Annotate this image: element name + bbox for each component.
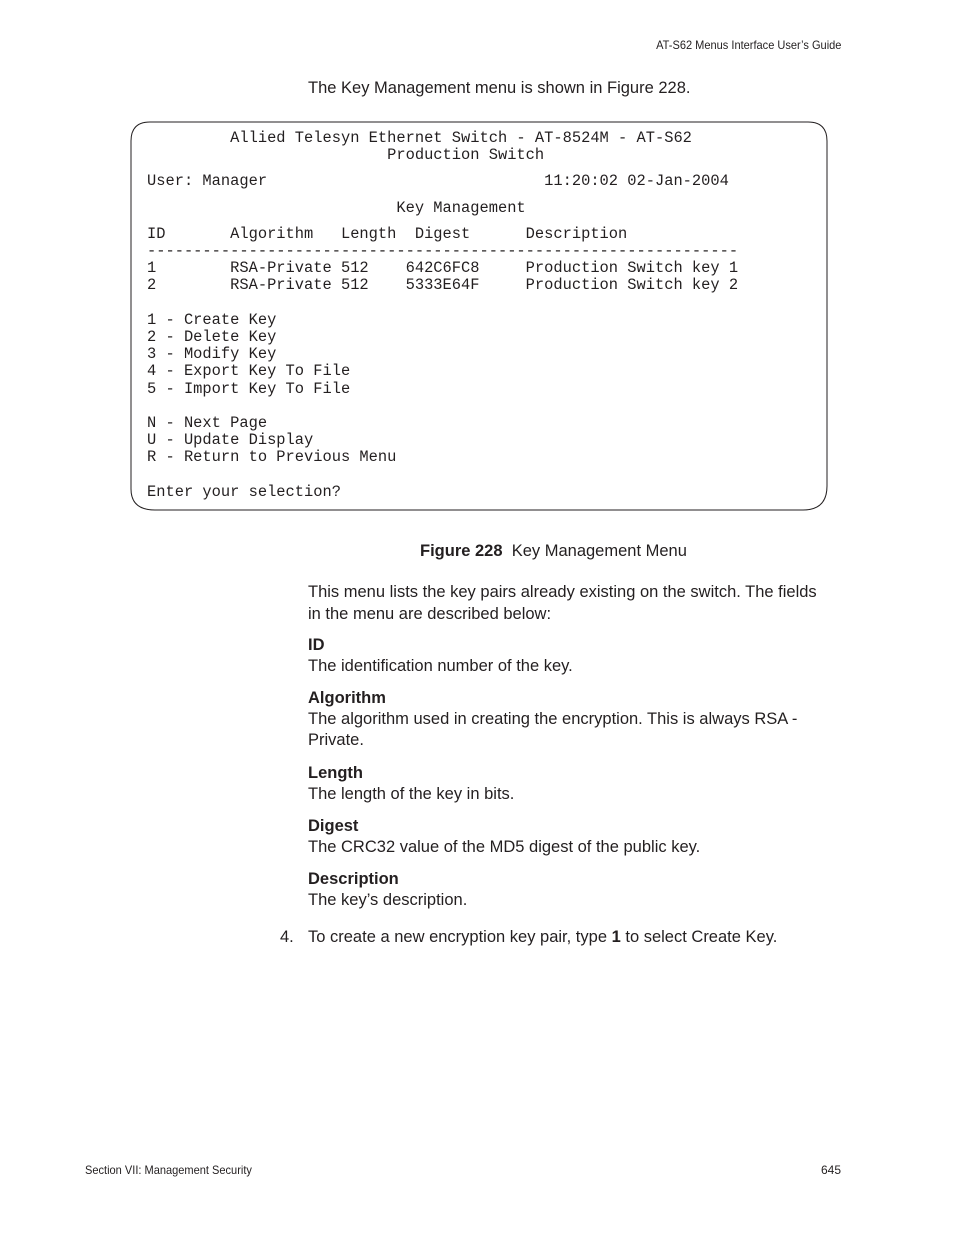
step-bold-key: 1: [611, 928, 621, 946]
step-text-after: to select Create Key.: [620, 928, 778, 946]
field-description: The key’s description.: [308, 891, 468, 909]
terminal-line: U - Update Display: [147, 431, 314, 449]
body-paragraph: This menu lists the key pairs already existing on the switch. The fields in the menu are described below:: [308, 583, 817, 623]
figure-caption: [420, 542, 687, 561]
terminal-line: ID Algorithm Length Digest Description: [147, 225, 628, 243]
field-algorithm: [308, 688, 818, 751]
step-text-before: To create a new encryption key pair, type: [308, 928, 612, 946]
figure-label: Figure 228: [420, 542, 503, 560]
terminal-line: N - Next Page: [147, 414, 268, 432]
field-title: Digest: [308, 817, 359, 835]
field-description: The identification number of the key.: [308, 657, 573, 675]
figure-title: Key Management Menu: [511, 542, 687, 560]
terminal-line: 4 - Export Key To File: [147, 362, 351, 380]
terminal-line: 1 - Create Key: [147, 311, 277, 329]
field-digest: [308, 816, 818, 858]
step-number: 4.: [280, 928, 294, 946]
terminal-line: Enter your selection?: [147, 483, 341, 501]
terminal-line: 2 RSA-Private 512 5333E64F Production Switch key 2: [147, 276, 739, 294]
terminal-line: 3 - Modify Key: [147, 345, 277, 363]
terminal-line: R - Return to Previous Menu: [147, 448, 397, 466]
terminal-line: Allied Telesyn Ethernet Switch - AT-8524M - AT-S62: [147, 129, 692, 147]
page-number: 645: [820, 1163, 841, 1177]
field-length: [308, 763, 818, 805]
intro-text: The Key Management menu is shown in Figure 228.: [308, 79, 691, 97]
terminal-line: Key Management: [147, 199, 526, 217]
field-title: ID: [308, 636, 325, 654]
field-title: Description: [308, 870, 399, 888]
terminal-line: 5 - Import Key To File: [147, 380, 351, 398]
terminal-line: Production Switch: [147, 146, 545, 164]
footer-section: Section VII: Management Security: [85, 1163, 252, 1177]
terminal-line: 1 RSA-Private 512 642C6FC8 Production Switch key 1: [147, 259, 739, 277]
field-description: The CRC32 value of the MD5 digest of the public key.: [308, 838, 701, 856]
field-title: Length: [308, 764, 363, 782]
field-id: [308, 635, 818, 677]
field-description-entry: [308, 869, 818, 911]
terminal-line: User: Manager 11:20:02 02-Jan-2004: [147, 172, 729, 190]
field-title: Algorithm: [308, 689, 386, 707]
field-description: The algorithm used in creating the encryption. This is always RSA - Private.: [308, 710, 798, 749]
field-description: The length of the key in bits.: [308, 785, 515, 803]
running-header: AT-S62 Menus Interface User’s Guide: [655, 38, 841, 52]
terminal-line: ----------------------------------------------------------------: [147, 242, 739, 260]
step-item: [280, 928, 777, 947]
terminal-line: 2 - Delete Key: [147, 328, 277, 346]
